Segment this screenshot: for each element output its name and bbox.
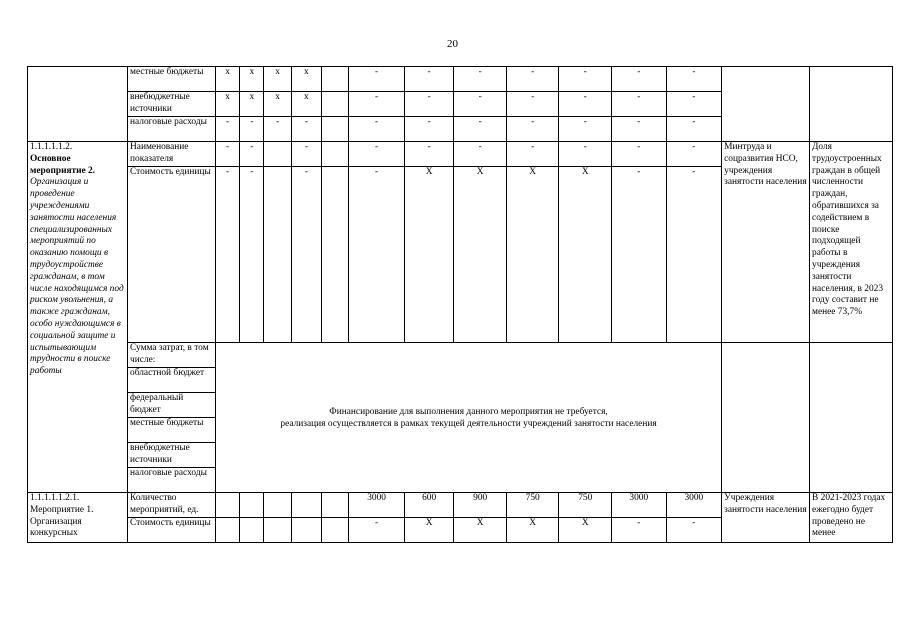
value-cell: 750 (506, 493, 559, 518)
event-1-description (28, 493, 128, 543)
blank-cell (322, 117, 349, 142)
value-cell: Х (404, 518, 454, 543)
value-cell: - (264, 117, 291, 142)
cost-label: налоговые расходы (128, 468, 216, 493)
value-cell: - (611, 117, 666, 142)
value-cell: - (349, 67, 405, 92)
value-cell: - (506, 117, 559, 142)
value-cell: 3000 (349, 493, 405, 518)
program-table (27, 66, 893, 543)
executor-cell: Минтруда и соцразвития НСО, учреждения занятости населения (722, 142, 810, 343)
cost-label: областной бюджет (128, 368, 216, 393)
value-cell: - (404, 67, 454, 92)
value-cell: х (240, 67, 264, 92)
value-cell: - (454, 67, 507, 92)
value-cell: Х (559, 518, 612, 543)
value-cell: - (506, 142, 559, 167)
value-cell: - (291, 142, 321, 167)
funding-note-line: Финансирование для выполнения данного мероприятия не требуется, (329, 406, 608, 417)
blank-cell (28, 67, 128, 142)
value-cell: - (559, 142, 612, 167)
page-number: 20 (447, 38, 458, 50)
blank-cell (322, 167, 349, 343)
table-row (28, 493, 893, 518)
value-cell: - (666, 167, 722, 343)
row-label: Стоимость единицы (128, 518, 216, 543)
row-label: Количество мероприятий, ед. (128, 493, 216, 518)
funding-note-line: реализация осуществляется в рамках текущей деятельности учреждений занятости населения (280, 418, 657, 429)
activity-code: 1.1.1.1.1.2. (30, 142, 73, 152)
value-cell: - (506, 92, 559, 117)
value-cell: Х (404, 167, 454, 343)
blank-cell (322, 142, 349, 167)
value-cell: Х (506, 518, 559, 543)
activity-2-description (28, 142, 128, 493)
value-cell: - (559, 117, 612, 142)
value-cell (264, 518, 291, 543)
executor-cell: Учреждения занятости населения (722, 493, 810, 543)
result-cell: Доля трудоустроенных граждан в общей численности граждан, обратившихся за содействием в поиске подходящей работы в учреждения занятости населения, в 2023 году составит не менее 73,7% (810, 142, 893, 343)
table-row (28, 343, 893, 368)
value-cell: - (611, 167, 666, 343)
value-cell: 600 (404, 493, 454, 518)
value-cell: - (611, 92, 666, 117)
value-cell: - (404, 92, 454, 117)
value-cell: - (454, 142, 507, 167)
value-cell (264, 167, 291, 343)
value-cell: 3000 (666, 493, 722, 518)
value-cell: - (404, 142, 454, 167)
value-cell: х (291, 92, 321, 117)
value-cell: - (215, 167, 239, 343)
event-title: Мероприятие 1. Организация конкурсных (30, 504, 94, 539)
blank-cell (322, 67, 349, 92)
value-cell: - (666, 92, 722, 117)
row-label: Стоимость единицы (128, 167, 216, 343)
value-cell: - (611, 67, 666, 92)
value-cell (322, 493, 349, 518)
table-row (28, 142, 893, 167)
value-cell: Х (506, 167, 559, 343)
value-cell (240, 493, 264, 518)
value-cell: - (215, 142, 239, 167)
value-cell: - (404, 117, 454, 142)
value-cell: - (240, 117, 264, 142)
value-cell: - (349, 518, 405, 543)
cost-label: Сумма затрат, в том числе: (128, 343, 216, 368)
value-cell: 3000 (611, 493, 666, 518)
row-label: внебюджетные источники (128, 92, 216, 117)
value-cell: х (264, 67, 291, 92)
value-cell: Х (559, 167, 612, 343)
value-cell: Х (454, 167, 507, 343)
value-cell: х (240, 92, 264, 117)
value-cell: - (666, 117, 722, 142)
value-cell: - (240, 142, 264, 167)
event-code: 1.1.1.1.1.2.1. (30, 493, 80, 503)
value-cell: - (666, 67, 722, 92)
value-cell: - (611, 142, 666, 167)
row-label: местные бюджеты (128, 67, 216, 92)
value-cell: - (349, 92, 405, 117)
value-cell (240, 518, 264, 543)
activity-description: Организация и проведение учреждениями занятости населения специализированных мероприятий по оказанию помощи в трудоустройстве гражданам, в том числе находящимся под риском увольнения, а также гражданам, особо нуждающимся в социальной защите и испытывающим трудности в поиске работы (30, 177, 124, 377)
value-cell: х (264, 92, 291, 117)
table-row (28, 67, 893, 92)
cost-label: федеральный бюджет (128, 393, 216, 418)
value-cell: - (454, 117, 507, 142)
value-cell: - (506, 67, 559, 92)
value-cell: х (291, 67, 321, 92)
value-cell: - (349, 117, 405, 142)
value-cell: - (349, 167, 405, 343)
value-cell (291, 518, 321, 543)
value-cell: - (349, 142, 405, 167)
funding-note (215, 343, 721, 493)
value-cell: х (215, 67, 239, 92)
blank-cell (810, 67, 893, 142)
value-cell: - (240, 167, 264, 343)
value-cell: - (666, 142, 722, 167)
blank-cell (810, 343, 893, 493)
cost-label: внебюджетные источники (128, 443, 216, 468)
result-cell: В 2021-2023 годах ежегодно будет проведено не менее (810, 493, 893, 543)
value-cell (291, 493, 321, 518)
cost-label: местные бюджеты (128, 418, 216, 443)
value-cell: - (291, 117, 321, 142)
value-cell: 900 (454, 493, 507, 518)
value-cell: - (454, 92, 507, 117)
row-label: Наименование показателя (128, 142, 216, 167)
value-cell: 750 (559, 493, 612, 518)
value-cell: - (559, 92, 612, 117)
blank-cell (722, 67, 810, 142)
blank-cell (722, 343, 810, 493)
value-cell: - (611, 518, 666, 543)
value-cell: х (215, 92, 239, 117)
value-cell: - (215, 117, 239, 142)
blank-cell (322, 92, 349, 117)
row-label: налоговые расходы (128, 117, 216, 142)
value-cell (215, 518, 239, 543)
value-cell (264, 493, 291, 518)
value-cell: - (666, 518, 722, 543)
activity-title: Основное мероприятие 2. (30, 153, 96, 176)
value-cell (264, 142, 291, 167)
value-cell (215, 493, 239, 518)
value-cell: Х (454, 518, 507, 543)
value-cell: - (559, 67, 612, 92)
value-cell (322, 518, 349, 543)
value-cell: - (291, 167, 321, 343)
